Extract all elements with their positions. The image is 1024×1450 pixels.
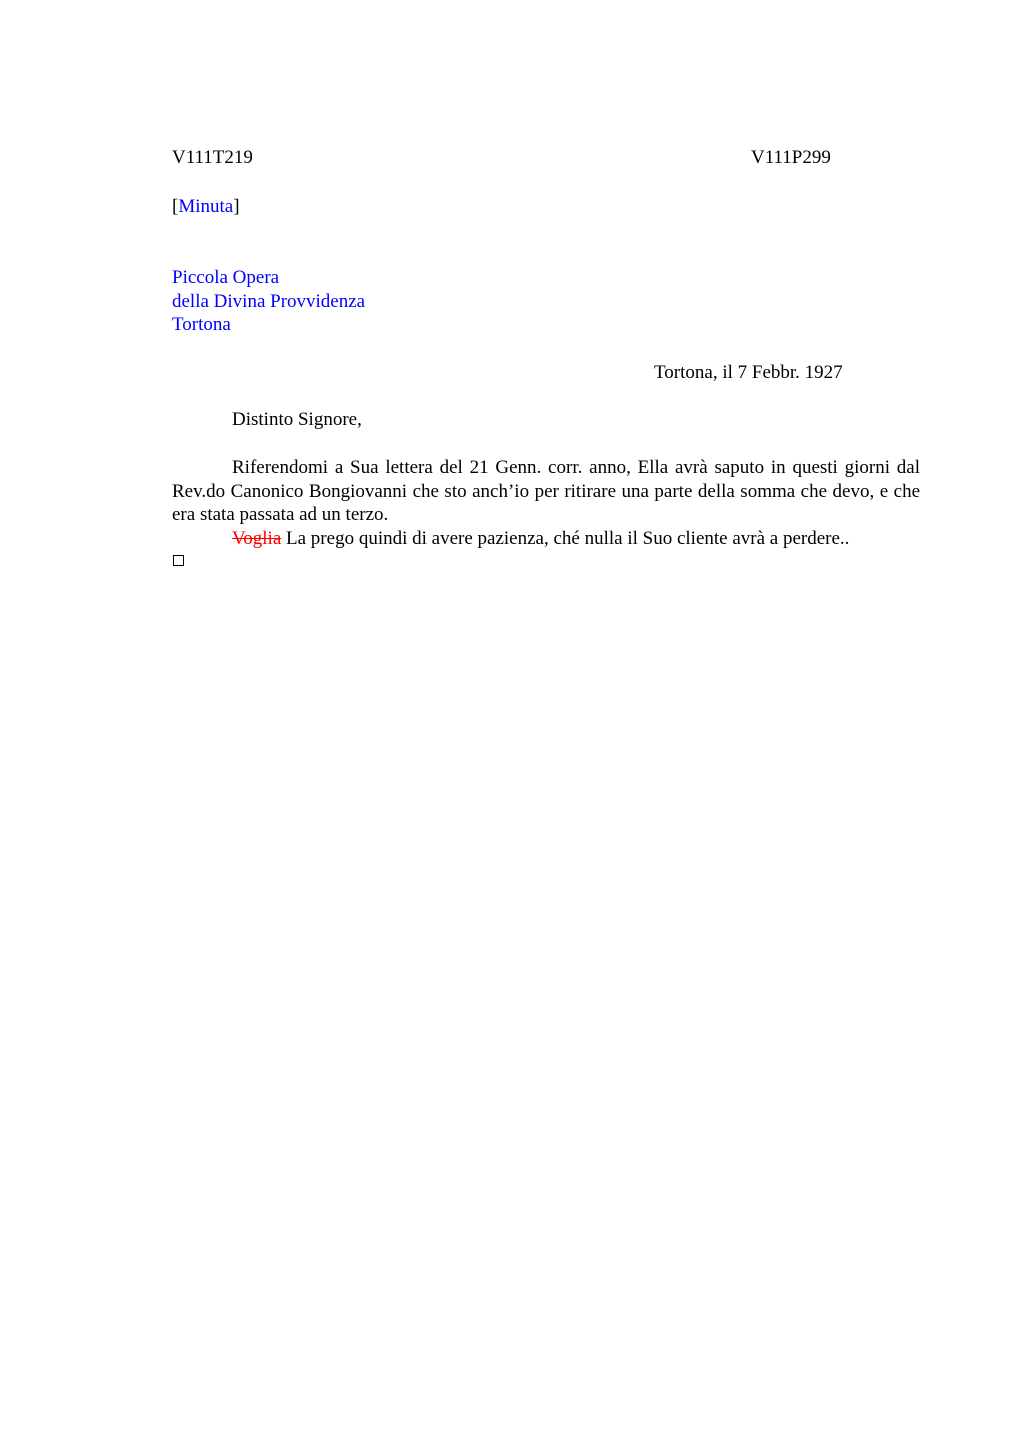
- draft-note: [172, 195, 240, 219]
- empty-square-icon: [173, 555, 184, 566]
- document-code-right: V111P299: [751, 147, 831, 168]
- date-line: Tortona, il 7 Febbr. 1927: [654, 362, 843, 383]
- draft-note-close-bracket: ]: [233, 196, 240, 217]
- draft-note-open-bracket: [: [172, 196, 179, 217]
- body-paragraph-2: [232, 527, 849, 551]
- body-paragraph-2-text: La prego quindi di avere pazienza, ché nulla il Suo cliente avrà a perdere..: [281, 528, 850, 549]
- document-code-left: V111T219: [172, 147, 253, 168]
- body-paragraph-1: Riferendomi a Sua lettera del 21 Genn. corr. anno, Ella avrà saputo in questi giorni dal Rev.do Canonico Bongiovanni che sto anch’io per ritirare una parte della somma che devo, e che era stata passata ad un terzo.: [172, 457, 920, 525]
- draft-note-label: Minuta: [178, 196, 234, 217]
- salutation: Distinto Signore,: [232, 409, 362, 430]
- letterhead-line-2: della Divina Provvidenza: [172, 291, 366, 312]
- letterhead-line-1: Piccola Opera: [172, 267, 280, 288]
- deleted-word: Voglia: [232, 528, 282, 549]
- letterhead-line-3: Tortona: [172, 314, 231, 335]
